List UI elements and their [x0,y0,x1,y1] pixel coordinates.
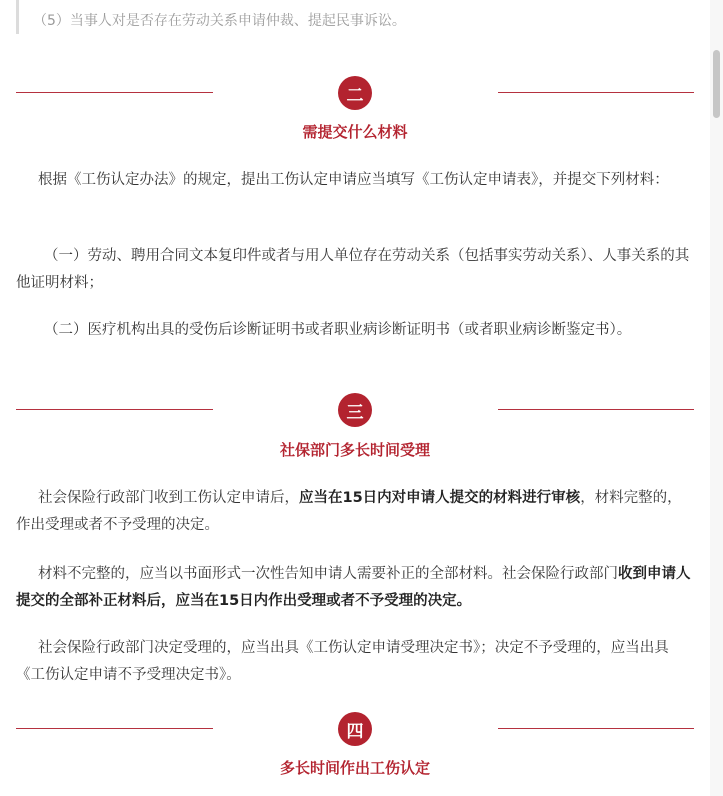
section-number-badge: 四 [338,712,372,746]
paragraph-text: 根据《工伤认定办法》的规定，提出工伤认定申请应当填写《工伤认定申请表》，并提交下列材料： [38,172,669,188]
divider-line-left [16,92,213,93]
paragraph-text: 社会保险行政部门收到工伤认定申请后， [38,490,299,506]
paragraph-text: （二）医疗机构出具的受伤后诊断证明书或者职业病诊断证明书（或者职业病诊断鉴定书）。 [44,322,632,338]
paragraph [16,243,696,297]
divider-line-left [16,728,213,729]
vertical-scrollbar[interactable] [710,0,723,796]
section-divider-3 [0,390,710,430]
section-title: 需提交什么材料 [302,123,408,141]
quoted-note [16,0,696,34]
divider-line-right [498,409,694,410]
paragraph-text: 社会保险行政部门决定受理的，应当出具《工伤认定申请受理决定书》；决定不予受理的，应当出具《工伤认定申请不予受理决定书》。 [16,640,669,683]
paragraph-bold-text: 应当在15日内对申请人提交的材料进行审核 [299,490,581,506]
divider-line-right [498,728,694,729]
section-title: 多长时间作出工伤认定 [279,759,430,777]
paragraph [16,317,696,344]
section-divider-4 [0,709,710,749]
quoted-note-text: （5）当事人对是否存在劳动关系申请仲裁、提起民事诉讼。 [33,13,406,29]
divider-line-left [16,409,213,410]
paragraph-text: ，材料完整的，作出受理或者不予受理的决定。 [16,490,682,533]
paragraph [16,635,696,689]
paragraph [16,561,696,615]
section-title: 社保部门多长时间受理 [279,441,430,459]
paragraph-text: 材料不完整的，应当以书面形式一次性告知申请人需要补正的全部材料。社会保险行政部门 [38,566,618,582]
divider-line-right [498,92,694,93]
paragraph-text: （一）劳动、聘用合同文本复印件或者与用人单位存在劳动关系（包括事实劳动关系）、人事关系的其他证明材料； [16,248,690,291]
section-divider-2 [0,73,710,113]
paragraph [16,485,696,539]
scrollbar-thumb[interactable] [713,50,720,118]
paragraph [16,167,696,194]
paragraph-bold-text: 收到申请人提交的全部补正材料后，应当在15日内作出受理或者不予受理的决定。 [16,566,691,609]
section-number-badge: 三 [338,393,372,427]
section-number-badge: 二 [338,76,372,110]
